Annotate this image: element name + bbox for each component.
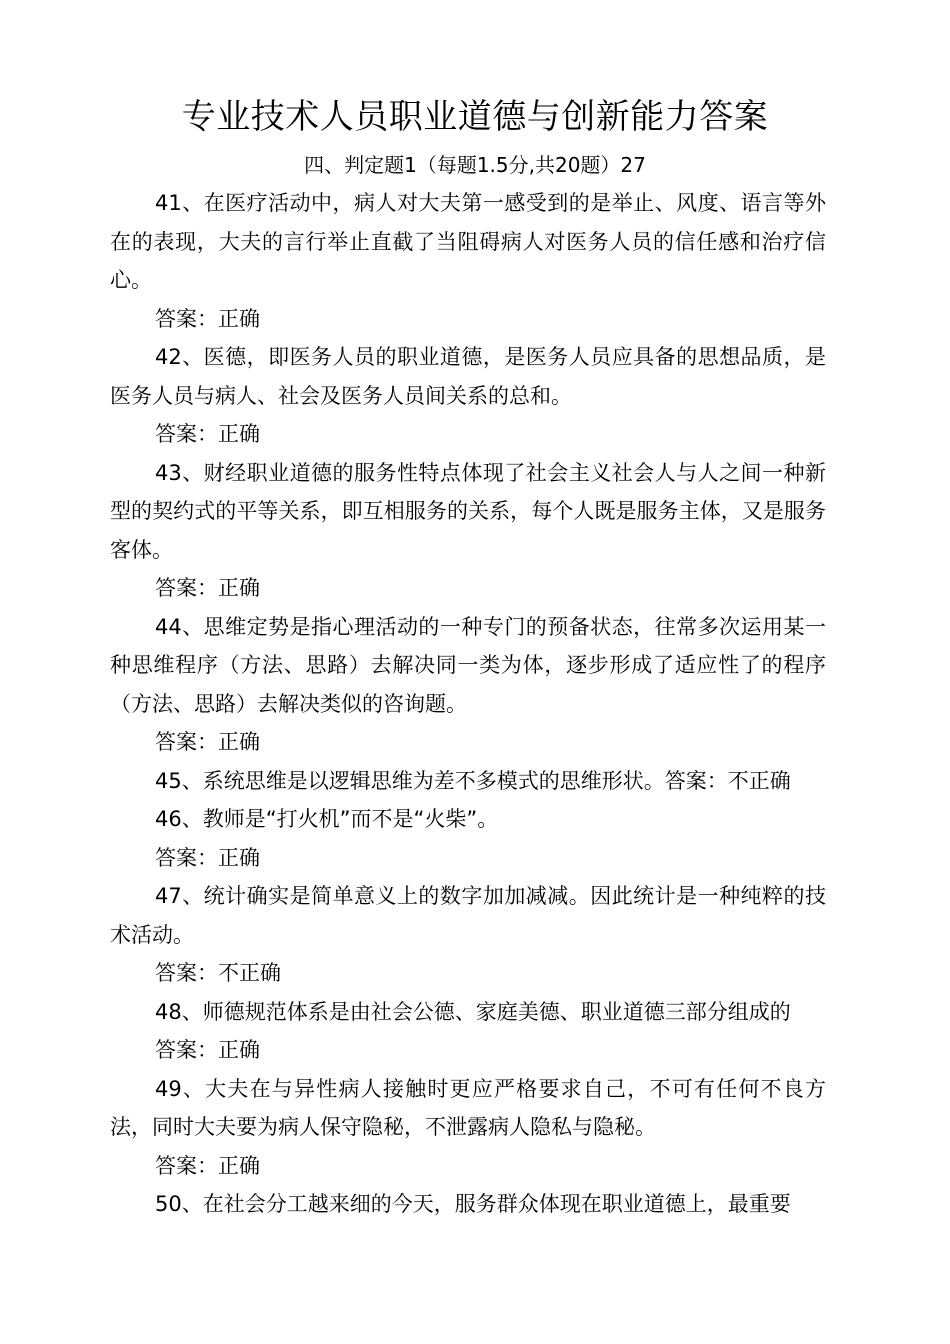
question-48: 48、师德规范体系是由社会公德、家庭美德、职业道德三部分组成的	[155, 999, 791, 1024]
question-41: 41、在医疗活动中，病人对大夫第一感受到的是举止、风度、语言等外在的表现，大夫的言行举止直截了当阻碍病人对医务人员的信任感和治疗信心。	[110, 191, 826, 292]
question-46: 46、教师是“打火机”而不是“火柴”。	[155, 807, 499, 831]
question-list	[110, 184, 826, 1224]
question-45: 45、系统思维是以逻辑思维为差不多模式的思维形状。答案：不正确	[155, 768, 791, 793]
answer-42: 答案：正确	[155, 422, 260, 446]
answer-41: 答案：正确	[155, 306, 260, 331]
question-47: 47、统计确实是简单意义上的数字加加减减。因此统计是一种纯粹的技术活动。	[110, 884, 826, 947]
page-title: 专业技术人员职业道德与创新能力答案	[181, 97, 769, 137]
question-42: 42、医德，即医务人员的职业道德，是医务人员应具备的思想品质，是医务人员与病人、社会及医务人员间关系的总和。	[110, 345, 826, 408]
question-50: 50、在社会分工越来细的今天，服务群众体现在职业道德上，最重要	[155, 1192, 791, 1216]
question-44: 44、思维定势是指心理活动的一种专门的预备状态，往常多次运用某一种思维程序（方法、思路）去解决同一类为体，逐步形成了适应性了的程序（方法、思路）去解决类似的咨询题。	[110, 614, 826, 716]
answer-44: 答案：正确	[155, 730, 260, 754]
answer-49: 答案：正确	[155, 1153, 260, 1178]
question-43: 43、财经职业道德的服务性特点体现了社会主义社会人与人之间一种新型的契约式的平等关系，即互相服务的关系，每个人既是服务主体，又是服务客体。	[110, 460, 826, 562]
answer-43: 答案：正确	[155, 576, 260, 600]
answer-46: 答案：正确	[155, 845, 260, 870]
answer-48: 答案：正确	[155, 1038, 260, 1062]
section-heading: 四、判定题1（每题1.5分,共20题）27	[304, 153, 646, 177]
answer-47: 答案：不正确	[155, 961, 281, 985]
question-49: 49、大夫在与异性病人接触时更应严格要求自己，不可有任何不良方法，同时大夫要为病人保守隐秘，不泄露病人隐私与隐秘。	[110, 1076, 826, 1139]
